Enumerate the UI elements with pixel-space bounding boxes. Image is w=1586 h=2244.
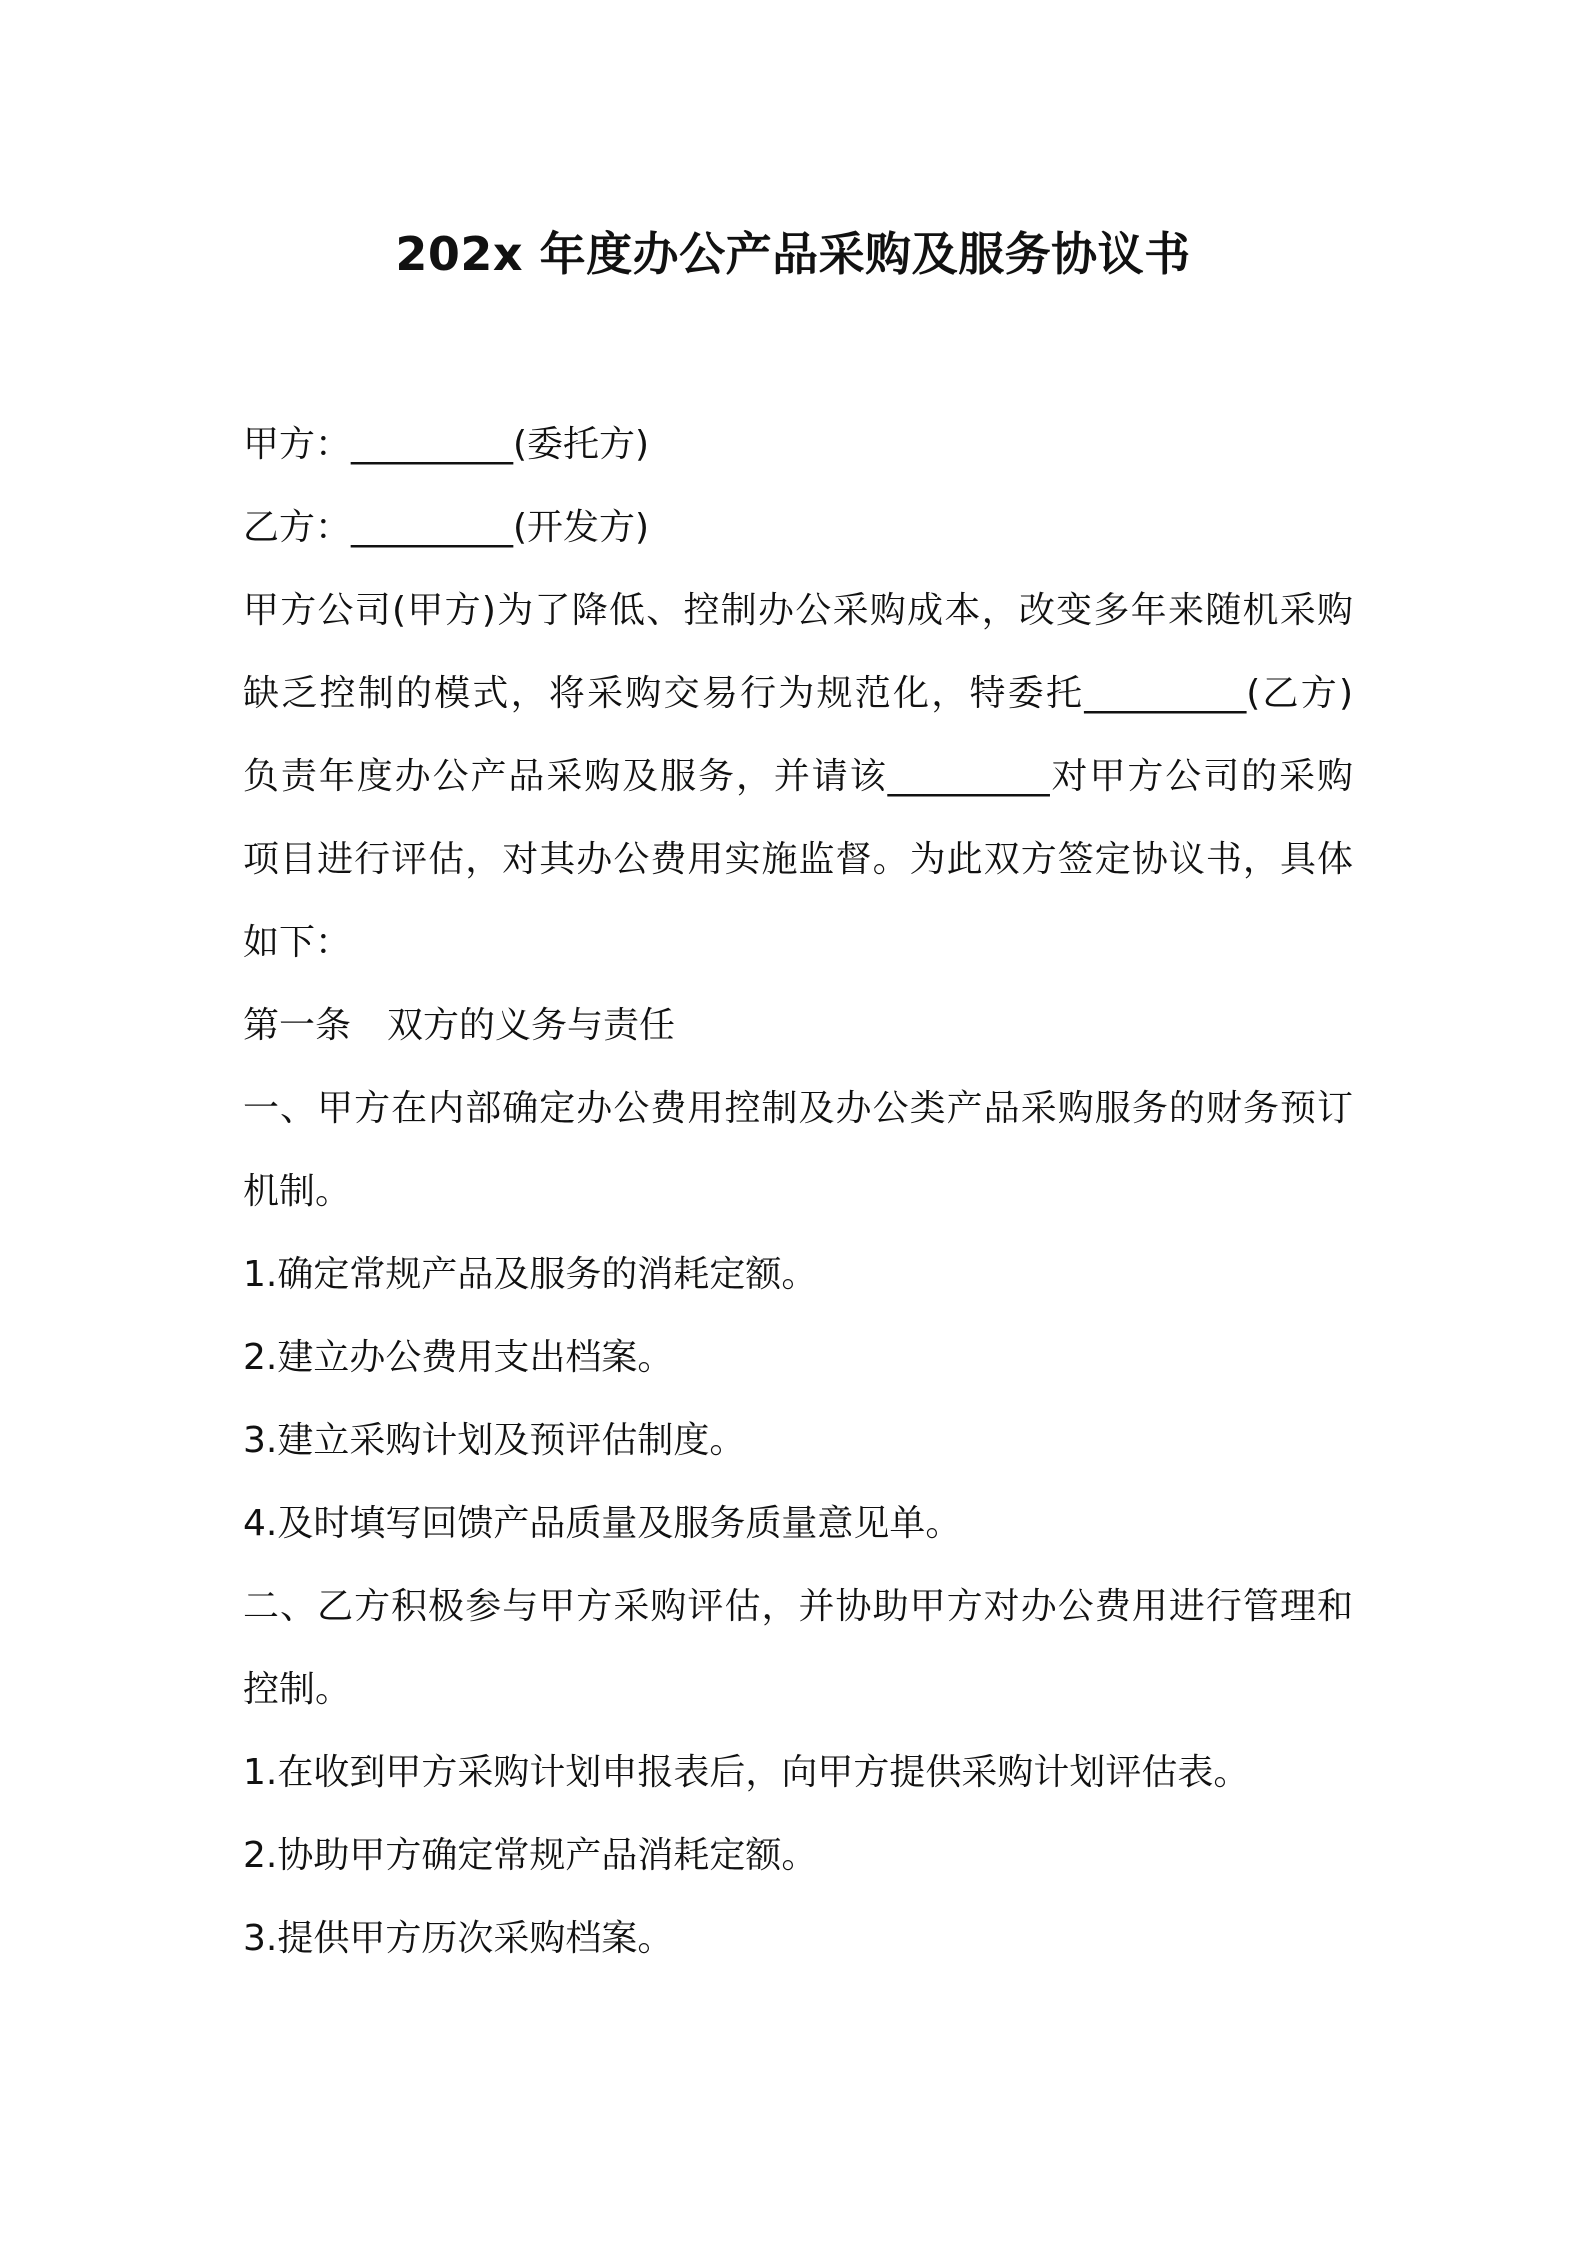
section-two-line-2: 控制。: [243, 1669, 352, 1710]
list-item: 3.建立采购计划及预评估制度。: [243, 1420, 746, 1461]
party-a-line: 甲方：_________(委托方): [243, 424, 650, 465]
list-item: 2.协助甲方确定常规产品消耗定额。: [243, 1835, 818, 1876]
list-item: 3.提供甲方历次采购档案。: [243, 1918, 674, 1959]
section-two-line-1: 二、乙方积极参与甲方采购评估，并协助甲方对办公费用进行管理和: [243, 1586, 1353, 1627]
document-title: 202x 年度办公产品采购及服务协议书: [395, 227, 1191, 281]
section-one-line-1: 一、甲方在内部确定办公费用控制及办公类产品采购服务的财务预订: [243, 1088, 1353, 1129]
intro-paragraph-line-4: 项目进行评估，对其办公费用实施监督。为此双方签定协议书，具体: [243, 839, 1353, 880]
document-body: [243, 403, 1353, 1980]
section-one-line-2: 机制。: [243, 1171, 352, 1212]
intro-paragraph-line-2: 缺乏控制的模式，将采购交易行为规范化，特委托_________(乙方): [243, 673, 1353, 714]
party-b-line: 乙方：_________(开发方): [243, 507, 650, 548]
intro-paragraph-line-5: 如下：: [243, 922, 352, 963]
article-one-heading: 第一条 双方的义务与责任: [243, 1005, 676, 1046]
intro-paragraph-line-3: 负责年度办公产品采购及服务，并请该_________对甲方公司的采购: [243, 756, 1353, 797]
intro-paragraph-line-1: 甲方公司(甲方)为了降低、控制办公采购成本，改变多年来随机采购: [243, 590, 1353, 631]
list-item: 4.及时填写回馈产品质量及服务质量意见单。: [243, 1503, 962, 1544]
list-item: 1.在收到甲方采购计划申报表后，向甲方提供采购计划评估表。: [243, 1752, 1250, 1793]
list-item: 1.确定常规产品及服务的消耗定额。: [243, 1254, 818, 1295]
list-item: 2.建立办公费用支出档案。: [243, 1337, 674, 1378]
